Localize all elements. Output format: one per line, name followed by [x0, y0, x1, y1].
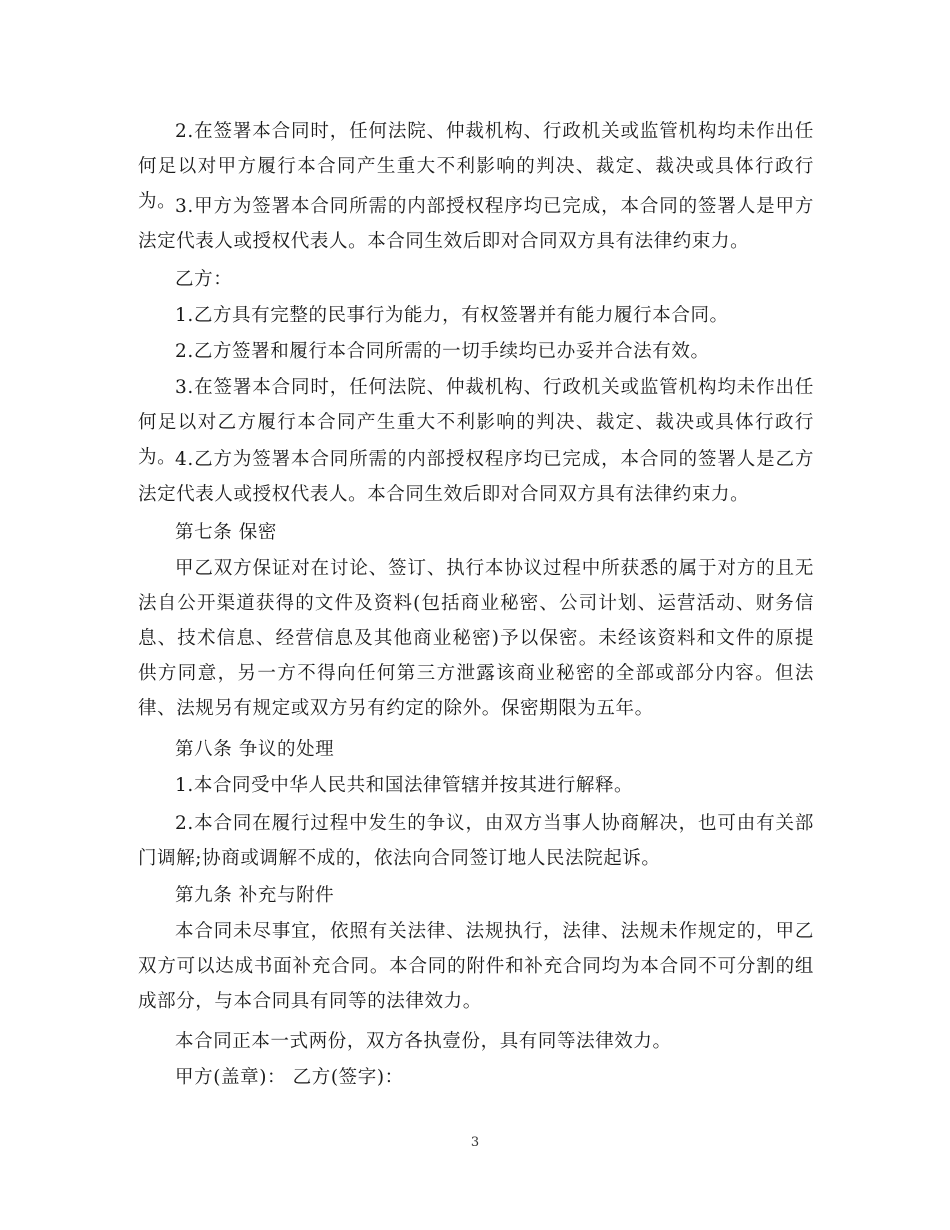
paragraph-party-b-clause-1: 1.乙方具有完整的民事行为能力，有权签署并有能力履行本合同。: [175, 305, 729, 326]
copies-clause: 本合同正本一式两份，双方各执壹份，具有同等法律效力。: [175, 1031, 672, 1052]
paragraph-party-b-clause-4: 4.乙方为签署本合同所需的内部授权程序均已完成，本合同的签署人是乙方法定代表人或授权代表人。本合同生效后即对合同双方具有法律约束力。: [138, 449, 814, 505]
paragraph-party-b-clause-3: 3.在签署本合同时，任何法院、仲裁机构、行政机关或监管机构均未作出任何足以对乙方履行本合同产生重大不利影响的判决、裁定、裁决或具体行政行为。: [138, 377, 814, 468]
article-7-body: 甲乙双方保证对在讨论、签订、执行本协议过程中所获悉的属于对方的且无法自公开渠道获得的文件及资料(包括商业秘密、公司计划、运营活动、财务信息、技术信息、经营信息及其他商业秘密)予以保密。未经该资料和文件的原提供方同意，另一方不得向任何第三方泄露该商业秘密的全部或部分内容。但法律、法规另有规定或双方另有约定的除外。保密期限为五年。: [138, 558, 814, 719]
article-9-body: 本合同未尽事宜，依照有关法律、法规执行，法律、法规未作规定的，甲乙双方可以达成书面补充合同。本合同的附件和补充合同均为本合同不可分割的组成部分，与本合同具有同等的法律效力。: [138, 921, 814, 1012]
article-7-heading: 第七条 保密: [175, 522, 277, 543]
article-8-heading: 第八条 争议的处理: [175, 739, 335, 760]
article-8-clause-2: 2.本合同在履行过程中发生的争议，由双方当事人协商解决，也可由有关部门调解;协商或调解不成的，依法向合同签订地人民法院起诉。: [138, 813, 814, 869]
paragraph-party-a-clause-2: 2.在签署本合同时，任何法院、仲裁机构、行政机关或监管机构均未作出任何足以对甲方履行本合同产生重大不利影响的判决、裁定、裁决或具体行政行为。: [138, 121, 814, 212]
paragraph-party-b-heading: 乙方：: [175, 269, 233, 290]
signature-line: 甲方(盖章)： 乙方(签字)：: [175, 1067, 404, 1088]
article-8-clause-1: 1.本合同受中华人民共和国法律管辖并按其进行解释。: [175, 775, 634, 796]
paragraph-party-a-clause-3: 3.甲方为签署本合同所需的内部授权程序均已完成，本合同的签署人是甲方法定代表人或授权代表人。本合同生效后即对合同双方具有法律约束力。: [138, 196, 814, 252]
paragraph-party-b-clause-2: 2.乙方签署和履行本合同所需的一切手续均已办妥并合法有效。: [175, 341, 710, 362]
page-number: 3: [470, 1135, 480, 1150]
article-9-heading: 第九条 补充与附件: [175, 885, 335, 906]
